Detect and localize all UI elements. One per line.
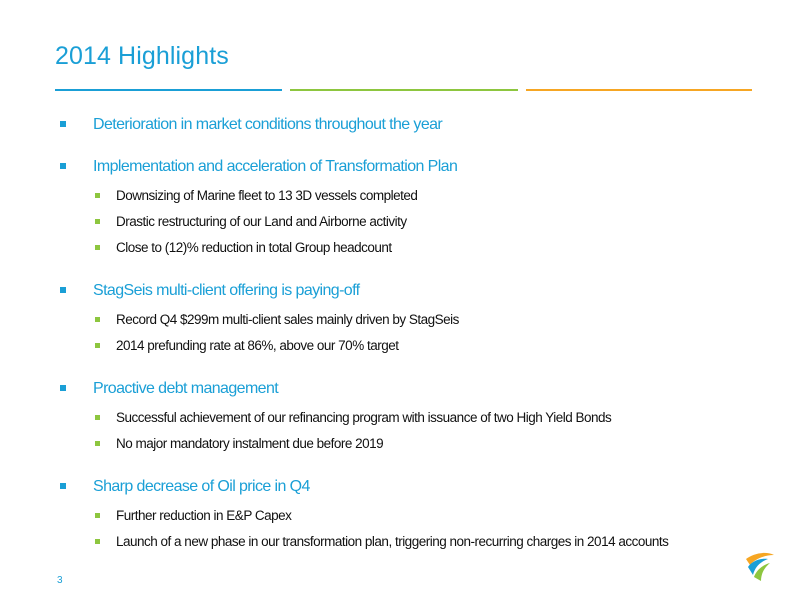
list-item-text: Further reduction in E&P Capex bbox=[116, 508, 292, 523]
list-item-text: Downsizing of Marine fleet to 13 3D vessels completed bbox=[116, 188, 418, 203]
list-item-text: Drastic restructuring of our Land and Airborne activity bbox=[116, 214, 407, 229]
page-number: 3 bbox=[57, 575, 63, 586]
square-bullet-icon bbox=[95, 193, 100, 198]
square-bullet-icon bbox=[95, 539, 100, 544]
bullet-list bbox=[58, 113, 778, 573]
square-bullet-icon bbox=[95, 513, 100, 518]
square-bullet-icon bbox=[95, 245, 100, 250]
list-item bbox=[58, 183, 778, 209]
section-stagseis bbox=[58, 279, 778, 359]
list-item bbox=[58, 235, 778, 261]
section-oil-price bbox=[58, 475, 778, 555]
section-heading: StagSeis multi-client offering is paying-off bbox=[93, 282, 360, 299]
square-bullet-icon bbox=[60, 287, 66, 293]
list-item bbox=[58, 209, 778, 235]
list-item-text: Record Q4 $299m multi-client sales mainly driven by StagSeis bbox=[116, 312, 459, 327]
list-item-text: Close to (12)% reduction in total Group headcount bbox=[116, 240, 392, 255]
list-item bbox=[58, 307, 778, 333]
section-heading: Deterioration in market conditions throughout the year bbox=[93, 116, 443, 133]
square-bullet-icon bbox=[95, 343, 100, 348]
section-transformation bbox=[58, 155, 778, 261]
list-item bbox=[58, 333, 778, 359]
square-bullet-icon bbox=[60, 385, 66, 391]
list-item bbox=[58, 529, 778, 555]
list-item-text: Launch of a new phase in our transformation plan, triggering non-recurring charges in 2014 accounts bbox=[116, 534, 669, 549]
list-item bbox=[58, 431, 778, 457]
square-bullet-icon bbox=[95, 317, 100, 322]
list-item-text: 2014 prefunding rate at 86%, above our 70% target bbox=[116, 338, 399, 353]
company-logo-icon bbox=[738, 545, 778, 585]
title-rule-orange bbox=[526, 89, 752, 91]
square-bullet-icon bbox=[60, 163, 66, 169]
section-market bbox=[58, 113, 778, 137]
title-rule-blue bbox=[55, 89, 282, 91]
title-rule-green bbox=[290, 89, 518, 91]
list-item-text: No major mandatory instalment due before 2019 bbox=[116, 436, 384, 451]
square-bullet-icon bbox=[95, 441, 100, 446]
square-bullet-icon bbox=[95, 219, 100, 224]
section-heading: Proactive debt management bbox=[93, 380, 279, 397]
list-item-text: Successful achievement of our refinancing program with issuance of two High Yield Bonds bbox=[116, 410, 612, 425]
square-bullet-icon bbox=[60, 121, 66, 127]
section-debt bbox=[58, 377, 778, 457]
list-item bbox=[58, 405, 778, 431]
square-bullet-icon bbox=[95, 415, 100, 420]
square-bullet-icon bbox=[60, 483, 66, 489]
section-heading: Sharp decrease of Oil price in Q4 bbox=[93, 478, 310, 495]
slide-title: 2014 Highlights bbox=[55, 42, 229, 70]
list-item bbox=[58, 503, 778, 529]
section-heading: Implementation and acceleration of Transformation Plan bbox=[93, 158, 458, 175]
